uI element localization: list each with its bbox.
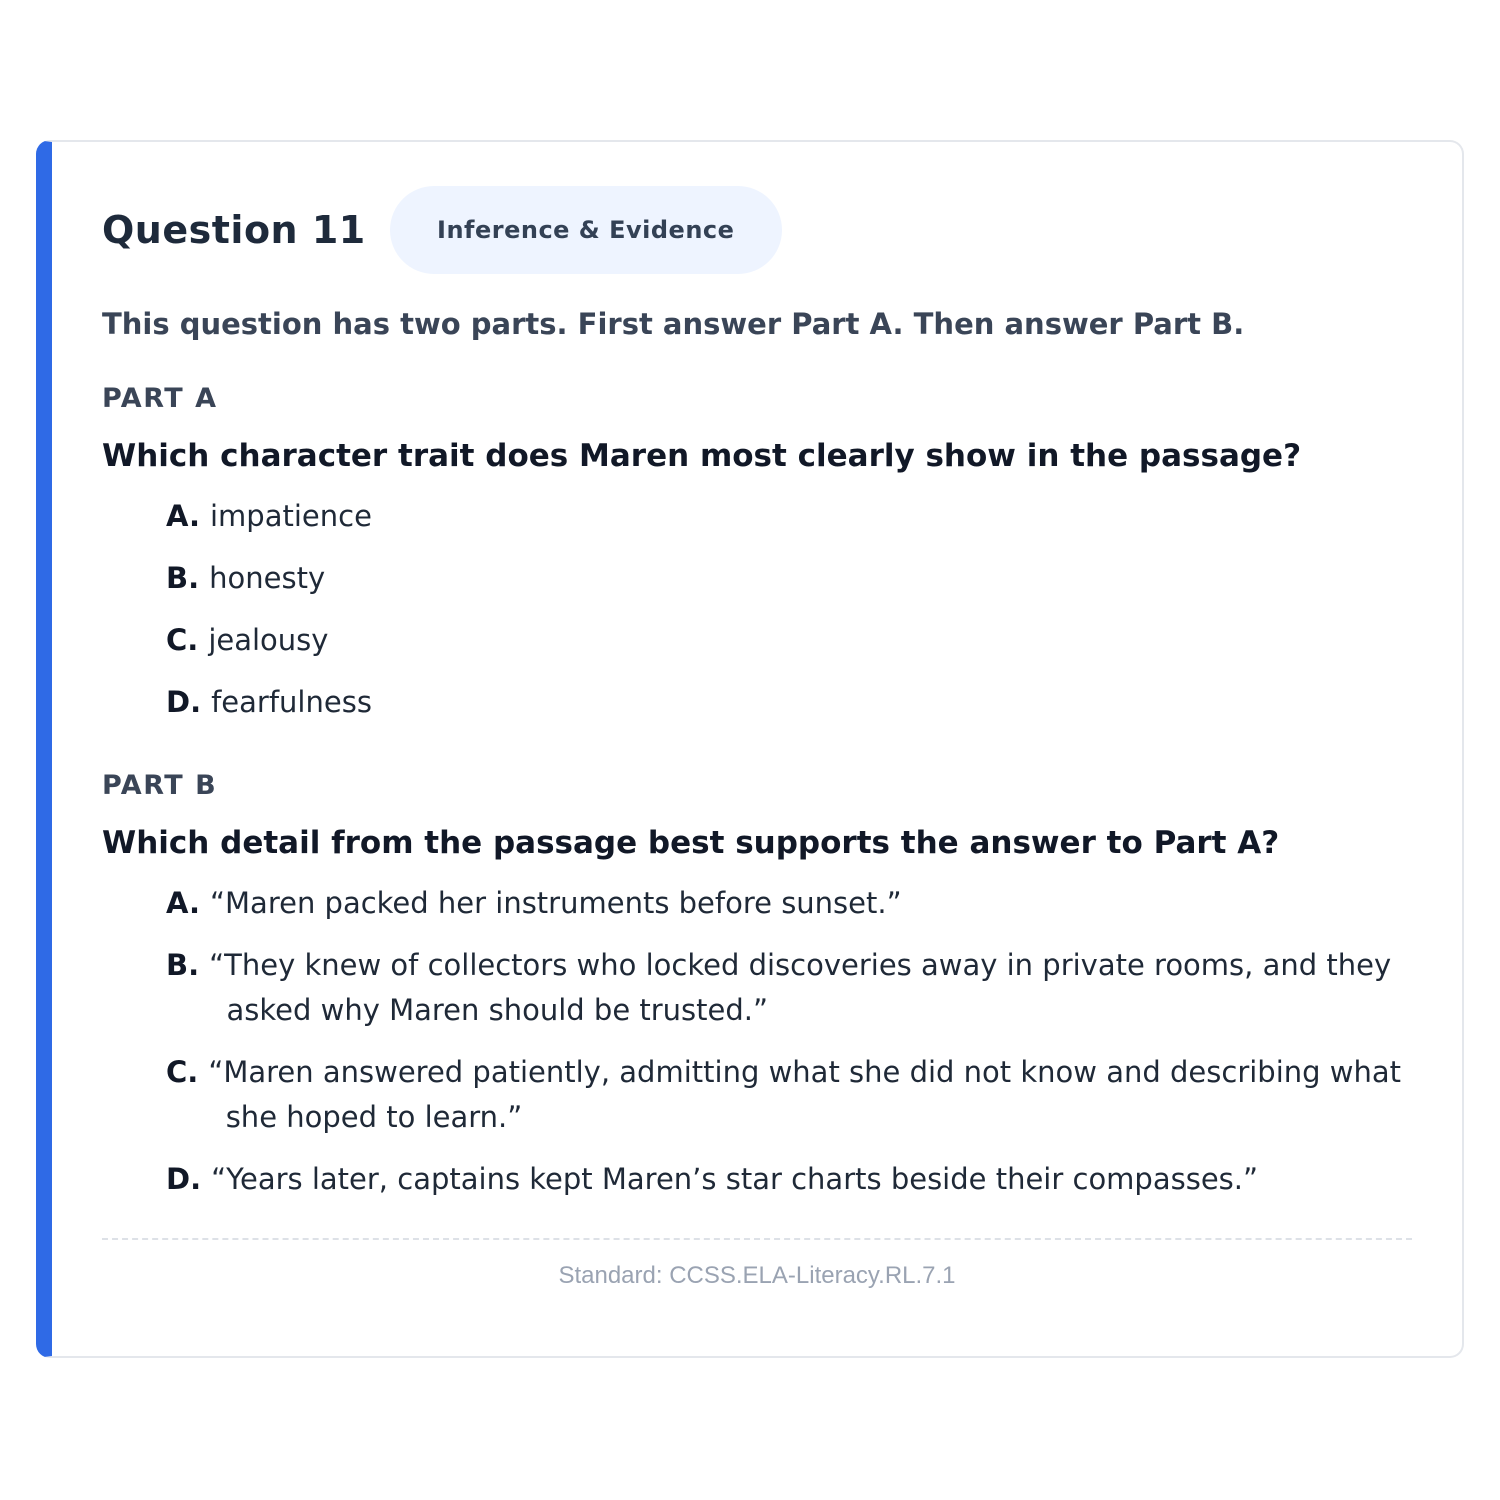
option-text: honesty <box>209 561 326 595</box>
option-text: fearfulness <box>211 685 372 719</box>
part-a-options <box>102 494 1412 725</box>
part-b-option-b[interactable] <box>166 943 1412 1033</box>
option-text: “They knew of collectors who locked discoveries away in private rooms, and they asked why Maren should be trusted.” <box>209 948 1392 1027</box>
option-letter: D. <box>166 1162 202 1196</box>
part-b-options <box>102 881 1412 1202</box>
part-a-option-c[interactable] <box>166 618 1412 663</box>
option-letter: A. <box>166 499 200 533</box>
skill-badge: Inference & Evidence <box>390 186 782 274</box>
option-text: “Maren packed her instruments before sunset.” <box>210 886 902 920</box>
option-letter: D. <box>166 685 202 719</box>
standard-label: Standard: CCSS.ELA-Literacy.RL.7.1 <box>558 1262 956 1289</box>
question-title: Question 11 <box>102 208 366 252</box>
footer-divider <box>102 1238 1412 1240</box>
part-b-option-c[interactable] <box>166 1050 1412 1140</box>
question-card <box>36 140 1464 1358</box>
option-text: “Years later, captains kept Maren’s star charts beside their compasses.” <box>211 1162 1259 1196</box>
part-a-label: PART A <box>102 383 218 414</box>
question-header <box>102 184 1412 276</box>
option-letter: C. <box>166 1055 199 1089</box>
question-content <box>102 184 1412 1290</box>
option-letter: A. <box>166 886 200 920</box>
part-a-option-d[interactable] <box>166 680 1412 725</box>
part-b-option-a[interactable] <box>166 881 1412 926</box>
question-instructions: This question has two parts. First answer Part A. Then answer Part B. <box>102 307 1245 341</box>
part-a-option-b[interactable] <box>166 556 1412 601</box>
option-letter: C. <box>166 623 199 657</box>
option-text: jealousy <box>208 623 329 657</box>
part-b-prompt: Which detail from the passage best supports the answer to Part A? <box>102 825 1280 861</box>
part-b-option-d[interactable] <box>166 1157 1412 1202</box>
part-a-option-a[interactable] <box>166 494 1412 539</box>
part-b-label: PART B <box>102 770 218 801</box>
option-text: impatience <box>210 499 372 533</box>
part-a-prompt: Which character trait does Maren most clearly show in the passage? <box>102 438 1302 474</box>
option-letter: B. <box>166 948 200 982</box>
option-text: “Maren answered patiently, admitting what she did not know and describing what she hoped to learn.” <box>208 1055 1402 1134</box>
option-letter: B. <box>166 561 200 595</box>
